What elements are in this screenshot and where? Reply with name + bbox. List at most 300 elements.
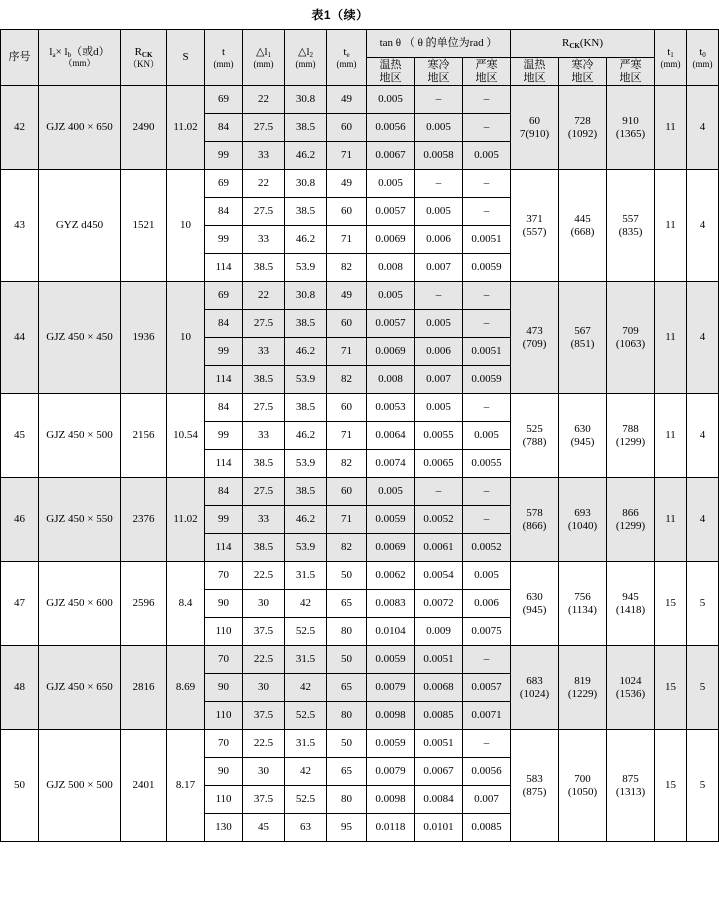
cell-t0: 4 xyxy=(687,478,719,562)
header-te-unit: (mm) xyxy=(336,58,357,69)
cell-shape-factor: 11.02 xyxy=(167,478,205,562)
cell-dimensions: GJZ 500 × 500 xyxy=(39,730,121,842)
header-seq: 序号 xyxy=(1,30,39,86)
cell-delta-l1: 33 xyxy=(243,338,285,366)
header-t0: $t_0$ (mm) xyxy=(687,30,719,86)
cell-capacity-warm: 60 7(910) xyxy=(511,86,559,170)
cell-t0: 5 xyxy=(687,730,719,842)
header-rck-unit: （KN） xyxy=(128,58,159,69)
cell-thickness-te: 71 xyxy=(327,142,367,170)
cell-delta-l2: 46.2 xyxy=(285,226,327,254)
cell-sequence-number: 43 xyxy=(1,170,39,282)
cell-dimensions: GJZ 450 × 450 xyxy=(39,282,121,394)
cell-t0: 4 xyxy=(687,170,719,282)
cell-shape-factor: 10.54 xyxy=(167,394,205,478)
cell-thickness-t: 114 xyxy=(205,450,243,478)
cell-tan-severe: – xyxy=(463,310,511,338)
cell-capacity-warm: 583 (875) xyxy=(511,730,559,842)
table-body xyxy=(1,86,719,842)
cell-delta-l2: 52.5 xyxy=(285,786,327,814)
cell-delta-l2: 38.5 xyxy=(285,478,327,506)
cell-capacity-severe: 910 (1365) xyxy=(607,86,655,170)
cell-t0: 4 xyxy=(687,282,719,394)
cell-thickness-te: 50 xyxy=(327,562,367,590)
cell-tan-warm: 0.0059 xyxy=(367,730,415,758)
cell-capacity-cold: 567 (851) xyxy=(559,282,607,394)
cell-capacity-cold: 693 (1040) xyxy=(559,478,607,562)
cell-delta-l1: 37.5 xyxy=(243,786,285,814)
cell-tan-warm: 0.0104 xyxy=(367,618,415,646)
cell-tan-cold: 0.0067 xyxy=(415,758,463,786)
cell-delta-l2: 30.8 xyxy=(285,170,327,198)
cell-tan-cold: 0.0084 xyxy=(415,786,463,814)
header-rck: $R_{CK}$ （KN） xyxy=(121,30,167,86)
cell-tan-severe: 0.0075 xyxy=(463,618,511,646)
cell-capacity-warm: 473 (709) xyxy=(511,282,559,394)
cell-delta-l2: 30.8 xyxy=(285,282,327,310)
cell-thickness-te: 65 xyxy=(327,758,367,786)
header-row-1 xyxy=(1,30,719,58)
cell-tan-warm: 0.0053 xyxy=(367,394,415,422)
cell-tan-severe: 0.0051 xyxy=(463,338,511,366)
cell-tan-cold: 0.0101 xyxy=(415,814,463,842)
cell-shape-factor: 10 xyxy=(167,170,205,282)
cell-thickness-te: 95 xyxy=(327,814,367,842)
cell-delta-l2: 53.9 xyxy=(285,366,327,394)
cell-dimensions: GJZ 400 × 650 xyxy=(39,86,121,170)
cell-shape-factor: 11.02 xyxy=(167,86,205,170)
cell-delta-l1: 45 xyxy=(243,814,285,842)
cell-tan-severe: 0.0059 xyxy=(463,254,511,282)
cell-capacity-cold: 445 (668) xyxy=(559,170,607,282)
cell-tan-severe: – xyxy=(463,394,511,422)
cell-tan-cold: 0.0055 xyxy=(415,422,463,450)
cell-thickness-t: 84 xyxy=(205,394,243,422)
cell-tan-severe: 0.005 xyxy=(463,422,511,450)
cell-rck: 2376 xyxy=(121,478,167,562)
cell-t1: 11 xyxy=(655,86,687,170)
cell-dimensions: GJZ 450 × 650 xyxy=(39,646,121,730)
cell-tan-warm: 0.0083 xyxy=(367,590,415,618)
cell-t1: 15 xyxy=(655,730,687,842)
cell-tan-cold: – xyxy=(415,478,463,506)
header-tan-theta: tan θ （ θ 的单位为rad ） xyxy=(367,30,511,58)
cell-delta-l2: 38.5 xyxy=(285,198,327,226)
cell-tan-severe: 0.0056 xyxy=(463,758,511,786)
header-rck-capacity: $R_{CK}(KN)$ xyxy=(511,30,655,58)
cell-tan-severe: 0.0057 xyxy=(463,674,511,702)
cell-thickness-t: 110 xyxy=(205,702,243,730)
cell-tan-warm: 0.0118 xyxy=(367,814,415,842)
table-row xyxy=(1,730,719,758)
cell-thickness-t: 70 xyxy=(205,646,243,674)
cell-tan-cold: 0.007 xyxy=(415,366,463,394)
cell-tan-warm: 0.008 xyxy=(367,366,415,394)
cell-tan-cold: 0.005 xyxy=(415,394,463,422)
cell-delta-l2: 42 xyxy=(285,758,327,786)
cell-shape-factor: 8.17 xyxy=(167,730,205,842)
header-tan-severe: 严寒 地区 xyxy=(463,58,511,86)
cell-delta-l1: 33 xyxy=(243,422,285,450)
cell-capacity-cold: 700 (1050) xyxy=(559,730,607,842)
cell-thickness-t: 99 xyxy=(205,142,243,170)
cell-thickness-t: 84 xyxy=(205,310,243,338)
cell-tan-warm: 0.0059 xyxy=(367,646,415,674)
cell-capacity-severe: 945 (1418) xyxy=(607,562,655,646)
cell-delta-l2: 38.5 xyxy=(285,114,327,142)
cell-dimensions: GYZ d450 xyxy=(39,170,121,282)
cell-rck: 2816 xyxy=(121,646,167,730)
cell-delta-l1: 38.5 xyxy=(243,254,285,282)
cell-thickness-te: 82 xyxy=(327,450,367,478)
cell-tan-severe: – xyxy=(463,86,511,114)
cell-capacity-warm: 371 (557) xyxy=(511,170,559,282)
cell-capacity-severe: 557 (835) xyxy=(607,170,655,282)
cell-delta-l2: 31.5 xyxy=(285,646,327,674)
cell-thickness-t: 110 xyxy=(205,618,243,646)
cell-delta-l1: 27.5 xyxy=(243,394,285,422)
cell-tan-cold: 0.0085 xyxy=(415,702,463,730)
cell-delta-l2: 46.2 xyxy=(285,338,327,366)
cell-capacity-cold: 630 (945) xyxy=(559,394,607,478)
header-tan-warm: 温热 地区 xyxy=(367,58,415,86)
cell-tan-warm: 0.0059 xyxy=(367,506,415,534)
cell-tan-warm: 0.0079 xyxy=(367,758,415,786)
cell-tan-cold: 0.005 xyxy=(415,114,463,142)
cell-thickness-t: 84 xyxy=(205,478,243,506)
header-t1: $t_1$ (mm) xyxy=(655,30,687,86)
cell-capacity-severe: 1024 (1536) xyxy=(607,646,655,730)
cell-tan-cold: 0.007 xyxy=(415,254,463,282)
header-dimensions: $l_a\times l_b$（或d） （mm） xyxy=(39,30,121,86)
header-cap-severe: 严寒 地区 xyxy=(607,58,655,86)
cell-delta-l2: 46.2 xyxy=(285,422,327,450)
cell-tan-cold: 0.006 xyxy=(415,338,463,366)
table-row xyxy=(1,394,719,422)
cell-delta-l2: 53.9 xyxy=(285,450,327,478)
header-delta-l1: $\triangle l_1$ (mm) xyxy=(243,30,285,86)
table-row xyxy=(1,86,719,114)
cell-capacity-severe: 788 (1299) xyxy=(607,394,655,478)
table-header xyxy=(1,30,719,86)
cell-shape-factor: 10 xyxy=(167,282,205,394)
cell-thickness-te: 60 xyxy=(327,198,367,226)
header-t0-unit: (mm) xyxy=(692,58,713,69)
table-row xyxy=(1,646,719,674)
cell-tan-warm: 0.0079 xyxy=(367,674,415,702)
cell-tan-cold: – xyxy=(415,170,463,198)
cell-thickness-te: 65 xyxy=(327,674,367,702)
cell-delta-l1: 27.5 xyxy=(243,478,285,506)
cell-delta-l1: 38.5 xyxy=(243,534,285,562)
cell-tan-severe: – xyxy=(463,506,511,534)
cell-thickness-te: 71 xyxy=(327,338,367,366)
cell-t1: 15 xyxy=(655,646,687,730)
cell-thickness-te: 71 xyxy=(327,226,367,254)
cell-thickness-te: 49 xyxy=(327,170,367,198)
cell-tan-severe: 0.0051 xyxy=(463,226,511,254)
cell-t1: 15 xyxy=(655,562,687,646)
cell-capacity-cold: 728 (1092) xyxy=(559,86,607,170)
cell-delta-l1: 22 xyxy=(243,170,285,198)
cell-capacity-cold: 819 (1229) xyxy=(559,646,607,730)
cell-thickness-te: 71 xyxy=(327,506,367,534)
cell-sequence-number: 46 xyxy=(1,478,39,562)
cell-thickness-te: 60 xyxy=(327,394,367,422)
cell-delta-l1: 33 xyxy=(243,142,285,170)
cell-rck: 2156 xyxy=(121,394,167,478)
cell-tan-severe: – xyxy=(463,282,511,310)
cell-sequence-number: 45 xyxy=(1,394,39,478)
cell-thickness-te: 82 xyxy=(327,534,367,562)
cell-tan-severe: – xyxy=(463,198,511,226)
cell-tan-warm: 0.0057 xyxy=(367,310,415,338)
cell-t0: 5 xyxy=(687,646,719,730)
cell-delta-l1: 22 xyxy=(243,282,285,310)
cell-rck: 2490 xyxy=(121,86,167,170)
cell-thickness-te: 49 xyxy=(327,282,367,310)
header-delta-l2-unit: (mm) xyxy=(295,58,316,69)
cell-tan-warm: 0.0067 xyxy=(367,142,415,170)
cell-thickness-t: 90 xyxy=(205,590,243,618)
cell-tan-cold: 0.0072 xyxy=(415,590,463,618)
header-dimensions-unit: （mm） xyxy=(63,58,96,69)
cell-tan-cold: 0.006 xyxy=(415,226,463,254)
cell-tan-severe: 0.0052 xyxy=(463,534,511,562)
cell-tan-severe: 0.006 xyxy=(463,590,511,618)
table-row xyxy=(1,282,719,310)
cell-delta-l1: 33 xyxy=(243,226,285,254)
cell-thickness-t: 69 xyxy=(205,282,243,310)
cell-t1: 11 xyxy=(655,478,687,562)
cell-sequence-number: 44 xyxy=(1,282,39,394)
cell-delta-l2: 53.9 xyxy=(285,534,327,562)
cell-thickness-t: 110 xyxy=(205,786,243,814)
cell-capacity-warm: 578 (866) xyxy=(511,478,559,562)
cell-delta-l1: 22 xyxy=(243,86,285,114)
cell-thickness-t: 69 xyxy=(205,170,243,198)
cell-tan-warm: 0.0057 xyxy=(367,198,415,226)
cell-tan-warm: 0.0074 xyxy=(367,450,415,478)
cell-delta-l1: 22.5 xyxy=(243,646,285,674)
header-s: S xyxy=(167,30,205,86)
cell-capacity-severe: 875 (1313) xyxy=(607,730,655,842)
cell-tan-severe: – xyxy=(463,478,511,506)
cell-thickness-t: 70 xyxy=(205,730,243,758)
cell-tan-cold: 0.0061 xyxy=(415,534,463,562)
cell-delta-l1: 22.5 xyxy=(243,730,285,758)
cell-thickness-te: 80 xyxy=(327,618,367,646)
cell-delta-l1: 38.5 xyxy=(243,450,285,478)
cell-thickness-te: 50 xyxy=(327,730,367,758)
cell-tan-warm: 0.005 xyxy=(367,478,415,506)
cell-delta-l1: 38.5 xyxy=(243,366,285,394)
cell-dimensions: GJZ 450 × 500 xyxy=(39,394,121,478)
cell-tan-severe: 0.005 xyxy=(463,142,511,170)
cell-thickness-te: 60 xyxy=(327,478,367,506)
cell-tan-warm: 0.005 xyxy=(367,170,415,198)
cell-delta-l2: 46.2 xyxy=(285,506,327,534)
cell-tan-warm: 0.0069 xyxy=(367,534,415,562)
cell-rck: 2401 xyxy=(121,730,167,842)
cell-rck: 1521 xyxy=(121,170,167,282)
cell-delta-l2: 31.5 xyxy=(285,562,327,590)
cell-thickness-t: 90 xyxy=(205,674,243,702)
cell-tan-warm: 0.008 xyxy=(367,254,415,282)
cell-tan-cold: 0.0068 xyxy=(415,674,463,702)
cell-thickness-t: 114 xyxy=(205,534,243,562)
cell-shape-factor: 8.69 xyxy=(167,646,205,730)
cell-capacity-warm: 683 (1024) xyxy=(511,646,559,730)
cell-thickness-te: 80 xyxy=(327,702,367,730)
header-t1-unit: (mm) xyxy=(660,58,681,69)
header-cap-cold: 寒冷 地区 xyxy=(559,58,607,86)
cell-delta-l2: 63 xyxy=(285,814,327,842)
cell-tan-warm: 0.0062 xyxy=(367,562,415,590)
cell-tan-severe: 0.0059 xyxy=(463,366,511,394)
cell-thickness-t: 130 xyxy=(205,814,243,842)
cell-tan-severe: 0.0055 xyxy=(463,450,511,478)
cell-capacity-severe: 866 (1299) xyxy=(607,478,655,562)
cell-tan-severe: 0.0071 xyxy=(463,702,511,730)
cell-thickness-te: 60 xyxy=(327,114,367,142)
cell-tan-cold: 0.0052 xyxy=(415,506,463,534)
cell-delta-l1: 30 xyxy=(243,590,285,618)
cell-tan-severe: – xyxy=(463,170,511,198)
cell-tan-cold: 0.0058 xyxy=(415,142,463,170)
cell-tan-severe: – xyxy=(463,114,511,142)
cell-delta-l1: 27.5 xyxy=(243,310,285,338)
cell-capacity-severe: 709 (1063) xyxy=(607,282,655,394)
cell-thickness-t: 84 xyxy=(205,114,243,142)
cell-t1: 11 xyxy=(655,282,687,394)
cell-thickness-t: 84 xyxy=(205,198,243,226)
cell-delta-l1: 37.5 xyxy=(243,702,285,730)
cell-dimensions: GJZ 450 × 600 xyxy=(39,562,121,646)
cell-tan-cold: – xyxy=(415,86,463,114)
cell-delta-l2: 38.5 xyxy=(285,394,327,422)
cell-dimensions: GJZ 450 × 550 xyxy=(39,478,121,562)
cell-thickness-t: 69 xyxy=(205,86,243,114)
table-row xyxy=(1,478,719,506)
cell-tan-warm: 0.005 xyxy=(367,86,415,114)
cell-sequence-number: 50 xyxy=(1,730,39,842)
cell-delta-l2: 53.9 xyxy=(285,254,327,282)
cell-tan-warm: 0.0098 xyxy=(367,786,415,814)
cell-delta-l1: 33 xyxy=(243,506,285,534)
cell-thickness-te: 65 xyxy=(327,590,367,618)
cell-tan-cold: 0.009 xyxy=(415,618,463,646)
cell-tan-cold: 0.005 xyxy=(415,310,463,338)
cell-rck: 2596 xyxy=(121,562,167,646)
cell-delta-l1: 30 xyxy=(243,758,285,786)
cell-capacity-cold: 756 (1134) xyxy=(559,562,607,646)
cell-shape-factor: 8.4 xyxy=(167,562,205,646)
cell-thickness-te: 49 xyxy=(327,86,367,114)
cell-delta-l2: 38.5 xyxy=(285,310,327,338)
cell-thickness-te: 82 xyxy=(327,366,367,394)
cell-thickness-t: 70 xyxy=(205,562,243,590)
cell-thickness-t: 99 xyxy=(205,506,243,534)
bearing-specification-table xyxy=(0,29,719,842)
cell-thickness-te: 71 xyxy=(327,422,367,450)
cell-capacity-warm: 630 (945) xyxy=(511,562,559,646)
cell-delta-l2: 52.5 xyxy=(285,618,327,646)
header-tan-cold: 寒冷 地区 xyxy=(415,58,463,86)
table-row xyxy=(1,170,719,198)
cell-tan-warm: 0.0064 xyxy=(367,422,415,450)
cell-tan-severe: 0.0085 xyxy=(463,814,511,842)
table-row xyxy=(1,562,719,590)
header-cap-warm: 温热 地区 xyxy=(511,58,559,86)
cell-tan-cold: 0.0051 xyxy=(415,646,463,674)
cell-delta-l2: 42 xyxy=(285,674,327,702)
cell-rck: 1936 xyxy=(121,282,167,394)
cell-t0: 4 xyxy=(687,394,719,478)
cell-thickness-t: 114 xyxy=(205,254,243,282)
cell-tan-cold: 0.0054 xyxy=(415,562,463,590)
cell-delta-l1: 27.5 xyxy=(243,198,285,226)
cell-tan-cold: 0.005 xyxy=(415,198,463,226)
header-t-unit: (mm) xyxy=(213,58,234,69)
cell-thickness-te: 60 xyxy=(327,310,367,338)
cell-tan-warm: 0.0098 xyxy=(367,702,415,730)
cell-delta-l1: 27.5 xyxy=(243,114,285,142)
cell-delta-l2: 31.5 xyxy=(285,730,327,758)
cell-thickness-t: 99 xyxy=(205,338,243,366)
table-caption: 表1（续） xyxy=(311,8,369,22)
cell-t1: 11 xyxy=(655,170,687,282)
cell-t1: 11 xyxy=(655,394,687,478)
cell-tan-warm: 0.0069 xyxy=(367,338,415,366)
cell-t0: 4 xyxy=(687,86,719,170)
cell-thickness-te: 80 xyxy=(327,786,367,814)
cell-thickness-te: 82 xyxy=(327,254,367,282)
cell-thickness-t: 99 xyxy=(205,422,243,450)
cell-tan-warm: 0.0069 xyxy=(367,226,415,254)
cell-sequence-number: 47 xyxy=(1,562,39,646)
header-delta-l2: $\triangle l_2$ (mm) xyxy=(285,30,327,86)
cell-delta-l2: 30.8 xyxy=(285,86,327,114)
cell-tan-severe: 0.007 xyxy=(463,786,511,814)
cell-delta-l2: 52.5 xyxy=(285,702,327,730)
cell-tan-cold: – xyxy=(415,282,463,310)
cell-delta-l1: 37.5 xyxy=(243,618,285,646)
cell-tan-cold: 0.0065 xyxy=(415,450,463,478)
header-t: t (mm) xyxy=(205,30,243,86)
cell-delta-l1: 30 xyxy=(243,674,285,702)
cell-tan-severe: – xyxy=(463,730,511,758)
cell-delta-l1: 22.5 xyxy=(243,562,285,590)
cell-tan-cold: 0.0051 xyxy=(415,730,463,758)
header-delta-l1-unit: (mm) xyxy=(253,58,274,69)
cell-thickness-t: 90 xyxy=(205,758,243,786)
cell-thickness-t: 114 xyxy=(205,366,243,394)
cell-tan-warm: 0.0056 xyxy=(367,114,415,142)
cell-capacity-warm: 525 (788) xyxy=(511,394,559,478)
cell-tan-severe: 0.005 xyxy=(463,562,511,590)
cell-delta-l2: 46.2 xyxy=(285,142,327,170)
cell-delta-l2: 42 xyxy=(285,590,327,618)
cell-tan-warm: 0.005 xyxy=(367,282,415,310)
header-te: $t_e$ (mm) xyxy=(327,30,367,86)
cell-thickness-t: 99 xyxy=(205,226,243,254)
cell-tan-severe: – xyxy=(463,646,511,674)
cell-sequence-number: 42 xyxy=(1,86,39,170)
cell-t0: 5 xyxy=(687,562,719,646)
cell-thickness-te: 50 xyxy=(327,646,367,674)
cell-sequence-number: 48 xyxy=(1,646,39,730)
